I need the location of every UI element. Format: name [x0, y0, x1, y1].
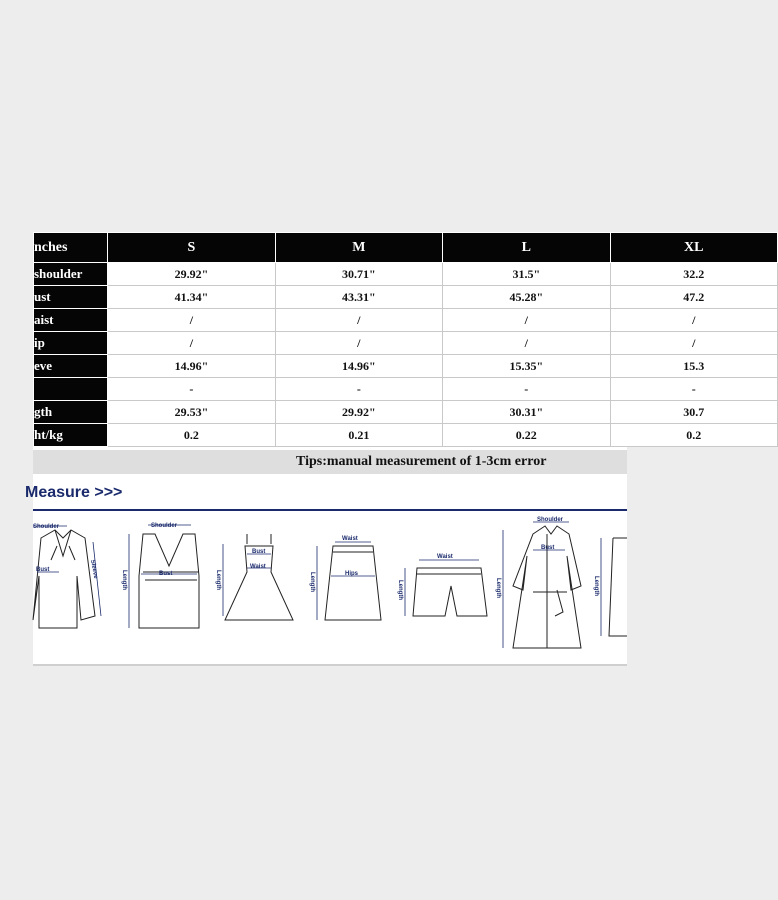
- bottom-divider: [33, 664, 627, 666]
- cell-value: /: [108, 332, 275, 355]
- cell-value: 43.31": [275, 286, 442, 309]
- size-chart-card: [25, 232, 705, 666]
- row-label: aist: [34, 309, 108, 332]
- table-row: [34, 263, 778, 286]
- table-row: [34, 401, 778, 424]
- cell-value: 47.2: [610, 286, 777, 309]
- label-shoulder: Shoulder: [537, 517, 564, 523]
- label-shoulder: Shoulder: [151, 523, 178, 529]
- table-row: [34, 286, 778, 309]
- table-row: [34, 378, 778, 401]
- label-waist: Waist: [250, 564, 266, 570]
- header-size-s: S: [108, 233, 275, 263]
- header-size-xl: XL: [610, 233, 777, 263]
- header-unit-label: nches: [34, 233, 108, 263]
- label-bust: Bust: [159, 571, 173, 577]
- cell-value: 30.31": [443, 401, 610, 424]
- table-row: [34, 424, 778, 447]
- label-sleeve: Sleeve: [89, 559, 99, 580]
- cell-value: 15.3: [610, 355, 777, 378]
- label-hips: Hips: [345, 571, 359, 577]
- row-label: [34, 378, 108, 401]
- table-row: [34, 355, 778, 378]
- row-label: eve: [34, 355, 108, 378]
- table-row: [34, 309, 778, 332]
- cell-value: 0.2: [108, 424, 275, 447]
- label-waist: Waist: [437, 554, 453, 560]
- label-length: Length: [397, 580, 403, 600]
- cell-value: /: [275, 332, 442, 355]
- shorts-diagram: [397, 554, 487, 616]
- row-label: ust: [34, 286, 108, 309]
- measure-divider: [33, 509, 627, 511]
- label-bust: Bust: [36, 567, 50, 573]
- label-shoulder: Shoulder: [33, 524, 60, 530]
- cell-value: 41.34": [108, 286, 275, 309]
- cell-value: 29.92": [275, 401, 442, 424]
- label-bust: Bust: [541, 545, 555, 551]
- table-row: [34, 332, 778, 355]
- cell-value: -: [108, 378, 275, 401]
- tips-bar: [33, 450, 627, 474]
- cell-value: -: [275, 378, 442, 401]
- cell-value: 45.28": [443, 286, 610, 309]
- cell-value: 0.2: [610, 424, 777, 447]
- cell-value: 14.96": [275, 355, 442, 378]
- label-length: Length: [121, 570, 127, 590]
- cell-value: /: [443, 309, 610, 332]
- label-bust: Bust: [252, 549, 266, 555]
- cell-value: /: [275, 309, 442, 332]
- cell-value: 29.53": [108, 401, 275, 424]
- cell-value: 14.96": [108, 355, 275, 378]
- row-label: ht/kg: [34, 424, 108, 447]
- measure-title: Measure >>>: [25, 484, 123, 501]
- cell-value: -: [443, 378, 610, 401]
- cell-value: -: [610, 378, 777, 401]
- skirt-diagram: [309, 536, 381, 620]
- dress-diagram: [215, 534, 293, 620]
- cell-value: 0.21: [275, 424, 442, 447]
- size-table: [33, 232, 778, 447]
- blouse-diagram: [33, 524, 101, 628]
- label-waist: Waist: [342, 536, 358, 542]
- row-label: gth: [34, 401, 108, 424]
- label-length: Length: [215, 570, 221, 590]
- label-length: Length: [495, 578, 501, 598]
- cell-value: /: [610, 309, 777, 332]
- cell-value: 29.92": [108, 263, 275, 286]
- label-length: Length: [593, 576, 599, 596]
- cell-value: 32.2: [610, 263, 777, 286]
- label-length: Length: [309, 572, 315, 592]
- pants-diagram: [593, 538, 627, 636]
- cell-value: 31.5": [443, 263, 610, 286]
- tips-text: Tips:manual measurement of 1-3cm error: [296, 454, 547, 469]
- cell-value: /: [610, 332, 777, 355]
- cell-value: /: [443, 332, 610, 355]
- measurement-diagrams: [33, 516, 627, 664]
- shirt-dress-diagram: [495, 517, 581, 648]
- cell-value: 30.71": [275, 263, 442, 286]
- tank-top-diagram: [121, 523, 199, 628]
- cell-value: 0.22: [443, 424, 610, 447]
- header-size-m: M: [275, 233, 442, 263]
- cell-value: 15.35": [443, 355, 610, 378]
- row-label: ip: [34, 332, 108, 355]
- table-header-row: [34, 233, 778, 263]
- cell-value: /: [108, 309, 275, 332]
- cell-value: 30.7: [610, 401, 777, 424]
- header-size-l: L: [443, 233, 610, 263]
- row-label: shoulder: [34, 263, 108, 286]
